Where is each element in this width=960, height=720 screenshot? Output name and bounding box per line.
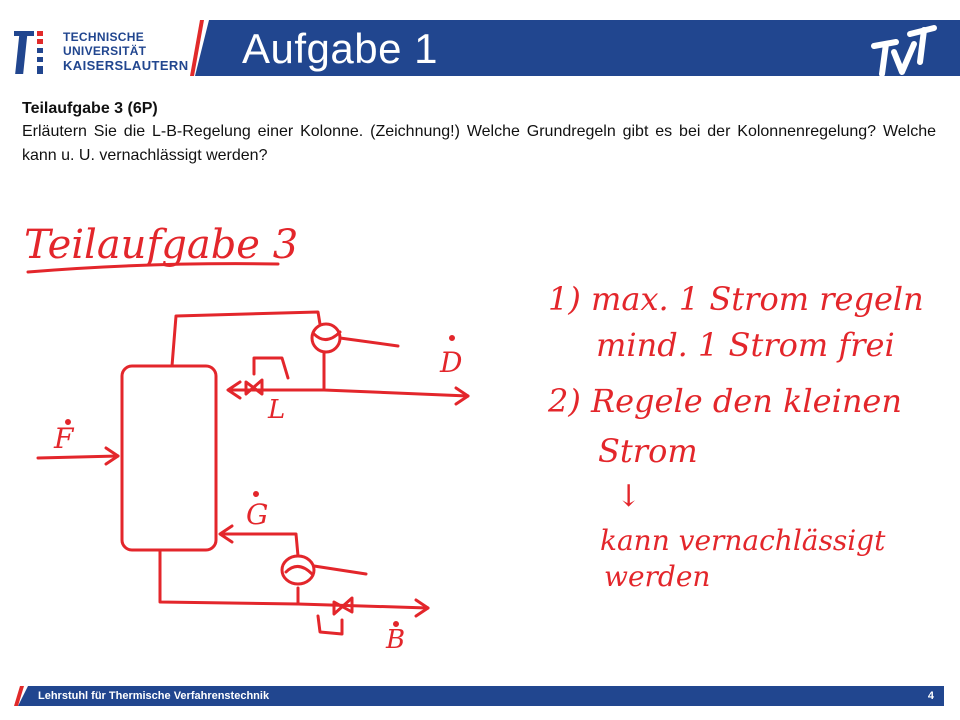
rule2-line4: werden xyxy=(604,560,711,593)
task-statement xyxy=(22,98,936,168)
rule2-line2: Strom xyxy=(598,432,698,470)
rule2-line3: kann vernachlässigt xyxy=(600,524,886,557)
reflux-valve-icon xyxy=(246,380,262,394)
feed-line xyxy=(38,456,118,458)
dot-d xyxy=(451,337,454,340)
task-heading: Teilaufgabe 3 (6P) xyxy=(22,100,158,117)
tvt-logo xyxy=(870,22,940,80)
label-feed: F xyxy=(54,422,74,455)
footer-chair: Lehrstuhl für Thermische Verfahrenstechnik xyxy=(38,690,270,702)
tu-kaiserslautern-logo xyxy=(10,28,190,78)
rule2-arrow: ↓ xyxy=(616,479,642,514)
slide-title: Aufgabe 1 xyxy=(242,25,439,72)
bottoms-line xyxy=(160,550,298,604)
handwritten-notes xyxy=(0,200,960,680)
bottoms-controller xyxy=(318,616,342,634)
reflux-controller xyxy=(254,358,288,378)
vapor-line xyxy=(172,312,320,366)
condenser-coil xyxy=(314,332,340,340)
heating-line xyxy=(314,566,366,574)
task-body: Erläutern Sie die L-B-Regelung einer Kolonne. (Zeichnung!) Welche Grundregeln gibt es bei der Kolonnenregelung? Welche kann u. U. vernachlässigt werden? xyxy=(22,123,936,164)
bottoms-product-line xyxy=(298,604,428,608)
cooling-line xyxy=(340,338,398,346)
label-reflux: L xyxy=(268,395,286,425)
handwritten-title: Teilaufgabe 3 xyxy=(24,222,299,268)
column-shell xyxy=(122,366,216,550)
logo-line2: KAISERSLAUTERN xyxy=(63,58,189,73)
slide-header xyxy=(0,0,960,82)
rule2-line1: 2) Regele den kleinen xyxy=(548,382,902,420)
dot-g xyxy=(255,493,258,496)
label-distillate: D xyxy=(440,346,463,379)
boilup-line xyxy=(222,534,298,556)
column-diagram xyxy=(38,312,468,634)
rule1-line2: mind. 1 Strom frei xyxy=(596,326,895,364)
label-vapor: G xyxy=(246,498,269,531)
logo-line1: TECHNISCHE UNIVERSITÄT xyxy=(63,30,147,58)
reboiler-coil xyxy=(286,566,312,574)
label-bottoms: B xyxy=(386,625,406,655)
tu-emblem-icon xyxy=(10,28,60,78)
page-number: 4 xyxy=(927,690,934,702)
rule1-line1: 1) max. 1 Strom regeln xyxy=(548,280,924,318)
